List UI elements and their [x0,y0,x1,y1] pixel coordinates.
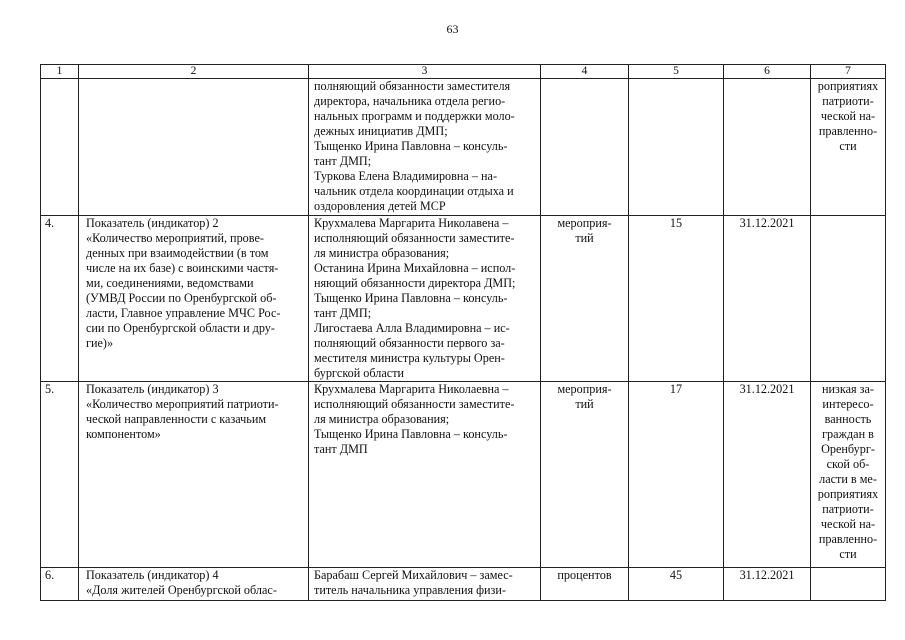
value-cell: 17 [629,382,724,568]
text-line: роприятиях [817,487,879,501]
value-cell [629,79,724,216]
text-line: дежных инициатив ДМП; [314,124,448,138]
text-line: местителя министра культуры Орен- [314,351,505,365]
text-line: роприятиях [817,79,879,93]
text-line: ми, соединениями, ведомствами [86,276,254,290]
header-cell: 3 [309,65,541,79]
date-cell: 31.12.2021 [724,382,811,568]
text-line: тант ДМП; [314,306,372,320]
text-line: денных при взаимодействии (в том [86,246,269,260]
table-row [41,382,886,568]
text-line: Тыщенко Ирина Павловна – консуль- [314,139,508,153]
row-number: 6. [41,568,79,601]
text-line: Туркова Елена Владимировна – на- [314,169,498,183]
text-line: Оренбург- [821,442,875,456]
unit-cell [541,79,629,216]
text-line: процентов [557,568,612,582]
text-line: ческой на- [820,517,876,531]
text-line: «Количество мероприятий, прове- [86,231,264,245]
text-line: патриоти- [822,94,874,108]
text-line: «Количество мероприятий патриоти- [86,397,279,411]
text-line: тий [575,397,594,411]
value-cell: 45 [629,568,724,601]
text-line: Крухмалева Маргарита Николавена – [314,216,509,230]
table-row [41,568,886,601]
text-line: тий [575,231,594,245]
text-line: Останина Ирина Михайловна – испол- [314,261,516,275]
unit-cell [541,568,629,601]
unit-cell [541,216,629,382]
note-cell [811,382,886,568]
header-cell: 5 [629,65,724,79]
text-line: компонентом» [86,427,161,441]
text-line: правленно- [818,532,878,546]
text-line: тант ДМП; [314,154,372,168]
header-cell: 4 [541,65,629,79]
text-line: Показатель (индикатор) 2 [86,216,219,230]
row-number: 5. [41,382,79,568]
note-cell [811,216,886,382]
row-number: 4. [41,216,79,382]
responsible-cell [309,568,541,601]
text-line: оздоровления детей МСР [314,199,446,213]
text-line: титель начальника управления физи- [314,583,506,597]
unit-cell [541,382,629,568]
table-row [41,216,886,382]
header-cell: 7 [811,65,886,79]
text-line: ческой на- [820,109,876,123]
header-cell: 6 [724,65,811,79]
indicator-cell [79,79,309,216]
text-line: (УМВД России по Оренбургской об- [86,291,277,305]
text-line: патриоти- [822,502,874,516]
header-row [41,65,886,79]
note-cell [811,79,886,216]
text-line: ласти в ме- [819,472,877,486]
responsible-cell [309,79,541,216]
text-line: гие)» [86,336,114,350]
indicator-cell [79,216,309,382]
text-line: сти [839,547,857,561]
text-line: няющий обязанности директора ДМП; [314,276,516,290]
text-line: ля министра образования; [314,246,450,260]
text-line: Показатель (индикатор) 4 [86,568,219,582]
text-line: сти [839,139,857,153]
text-line: граждан в [822,427,874,441]
page-number: 63 [446,22,459,36]
date-cell: 31.12.2021 [724,216,811,382]
text-line: Тыщенко Ирина Павловна – консуль- [314,291,508,305]
value-cell: 15 [629,216,724,382]
header-cell: 1 [41,65,79,79]
text-line: исполняющий обязанности заместите- [314,231,515,245]
text-line: числе на их базе) с воинскими частя- [86,261,279,275]
text-line: Лигостаева Алла Владимировна – ис- [314,321,510,335]
text-line: бургской области [314,366,405,380]
responsible-cell [309,382,541,568]
text-line: тант ДМП [314,442,368,456]
text-line: интересо- [822,397,874,411]
text-line: полняющий обязанности заместителя [314,79,511,93]
text-line: ской об- [826,457,870,471]
text-line: Тыщенко Ирина Павловна – консуль- [314,427,508,441]
text-line: нальных программ и поддержки моло- [314,109,515,123]
text-line: ля министра образования; [314,412,450,426]
indicator-cell [79,382,309,568]
text-line: мероприя- [557,216,612,230]
table-row [41,79,886,216]
text-line: ванность [824,412,872,426]
text-line: чальник отдела координации отдыха и [314,184,514,198]
text-line: правленно- [818,124,878,138]
text-line: мероприя- [557,382,612,396]
text-line: исполняющий обязанности заместите- [314,397,515,411]
row-number [41,79,79,216]
header-cell: 2 [79,65,309,79]
text-line: ческой направленности с казачьим [86,412,267,426]
text-line: Крухмалева Маргарита Николаевна – [314,382,509,396]
date-cell: 31.12.2021 [724,568,811,601]
text-line: «Доля жителей Оренбургской облас- [86,583,277,597]
responsible-cell [309,216,541,382]
text-line: полняющий обязанности первого за- [314,336,505,350]
text-line: Показатель (индикатор) 3 [86,382,219,396]
text-line: ласти, Главное управление МЧС Рос- [86,306,281,320]
text-line: директора, начальника отдела регио- [314,94,506,108]
text-line: Барабаш Сергей Михайлович – замес- [314,568,513,582]
date-cell [724,79,811,216]
text-line: сии по Оренбургской области и дру- [86,321,275,335]
indicator-cell [79,568,309,601]
indicators-table [40,64,886,601]
note-cell [811,568,886,601]
text-line: низкая за- [822,382,874,396]
